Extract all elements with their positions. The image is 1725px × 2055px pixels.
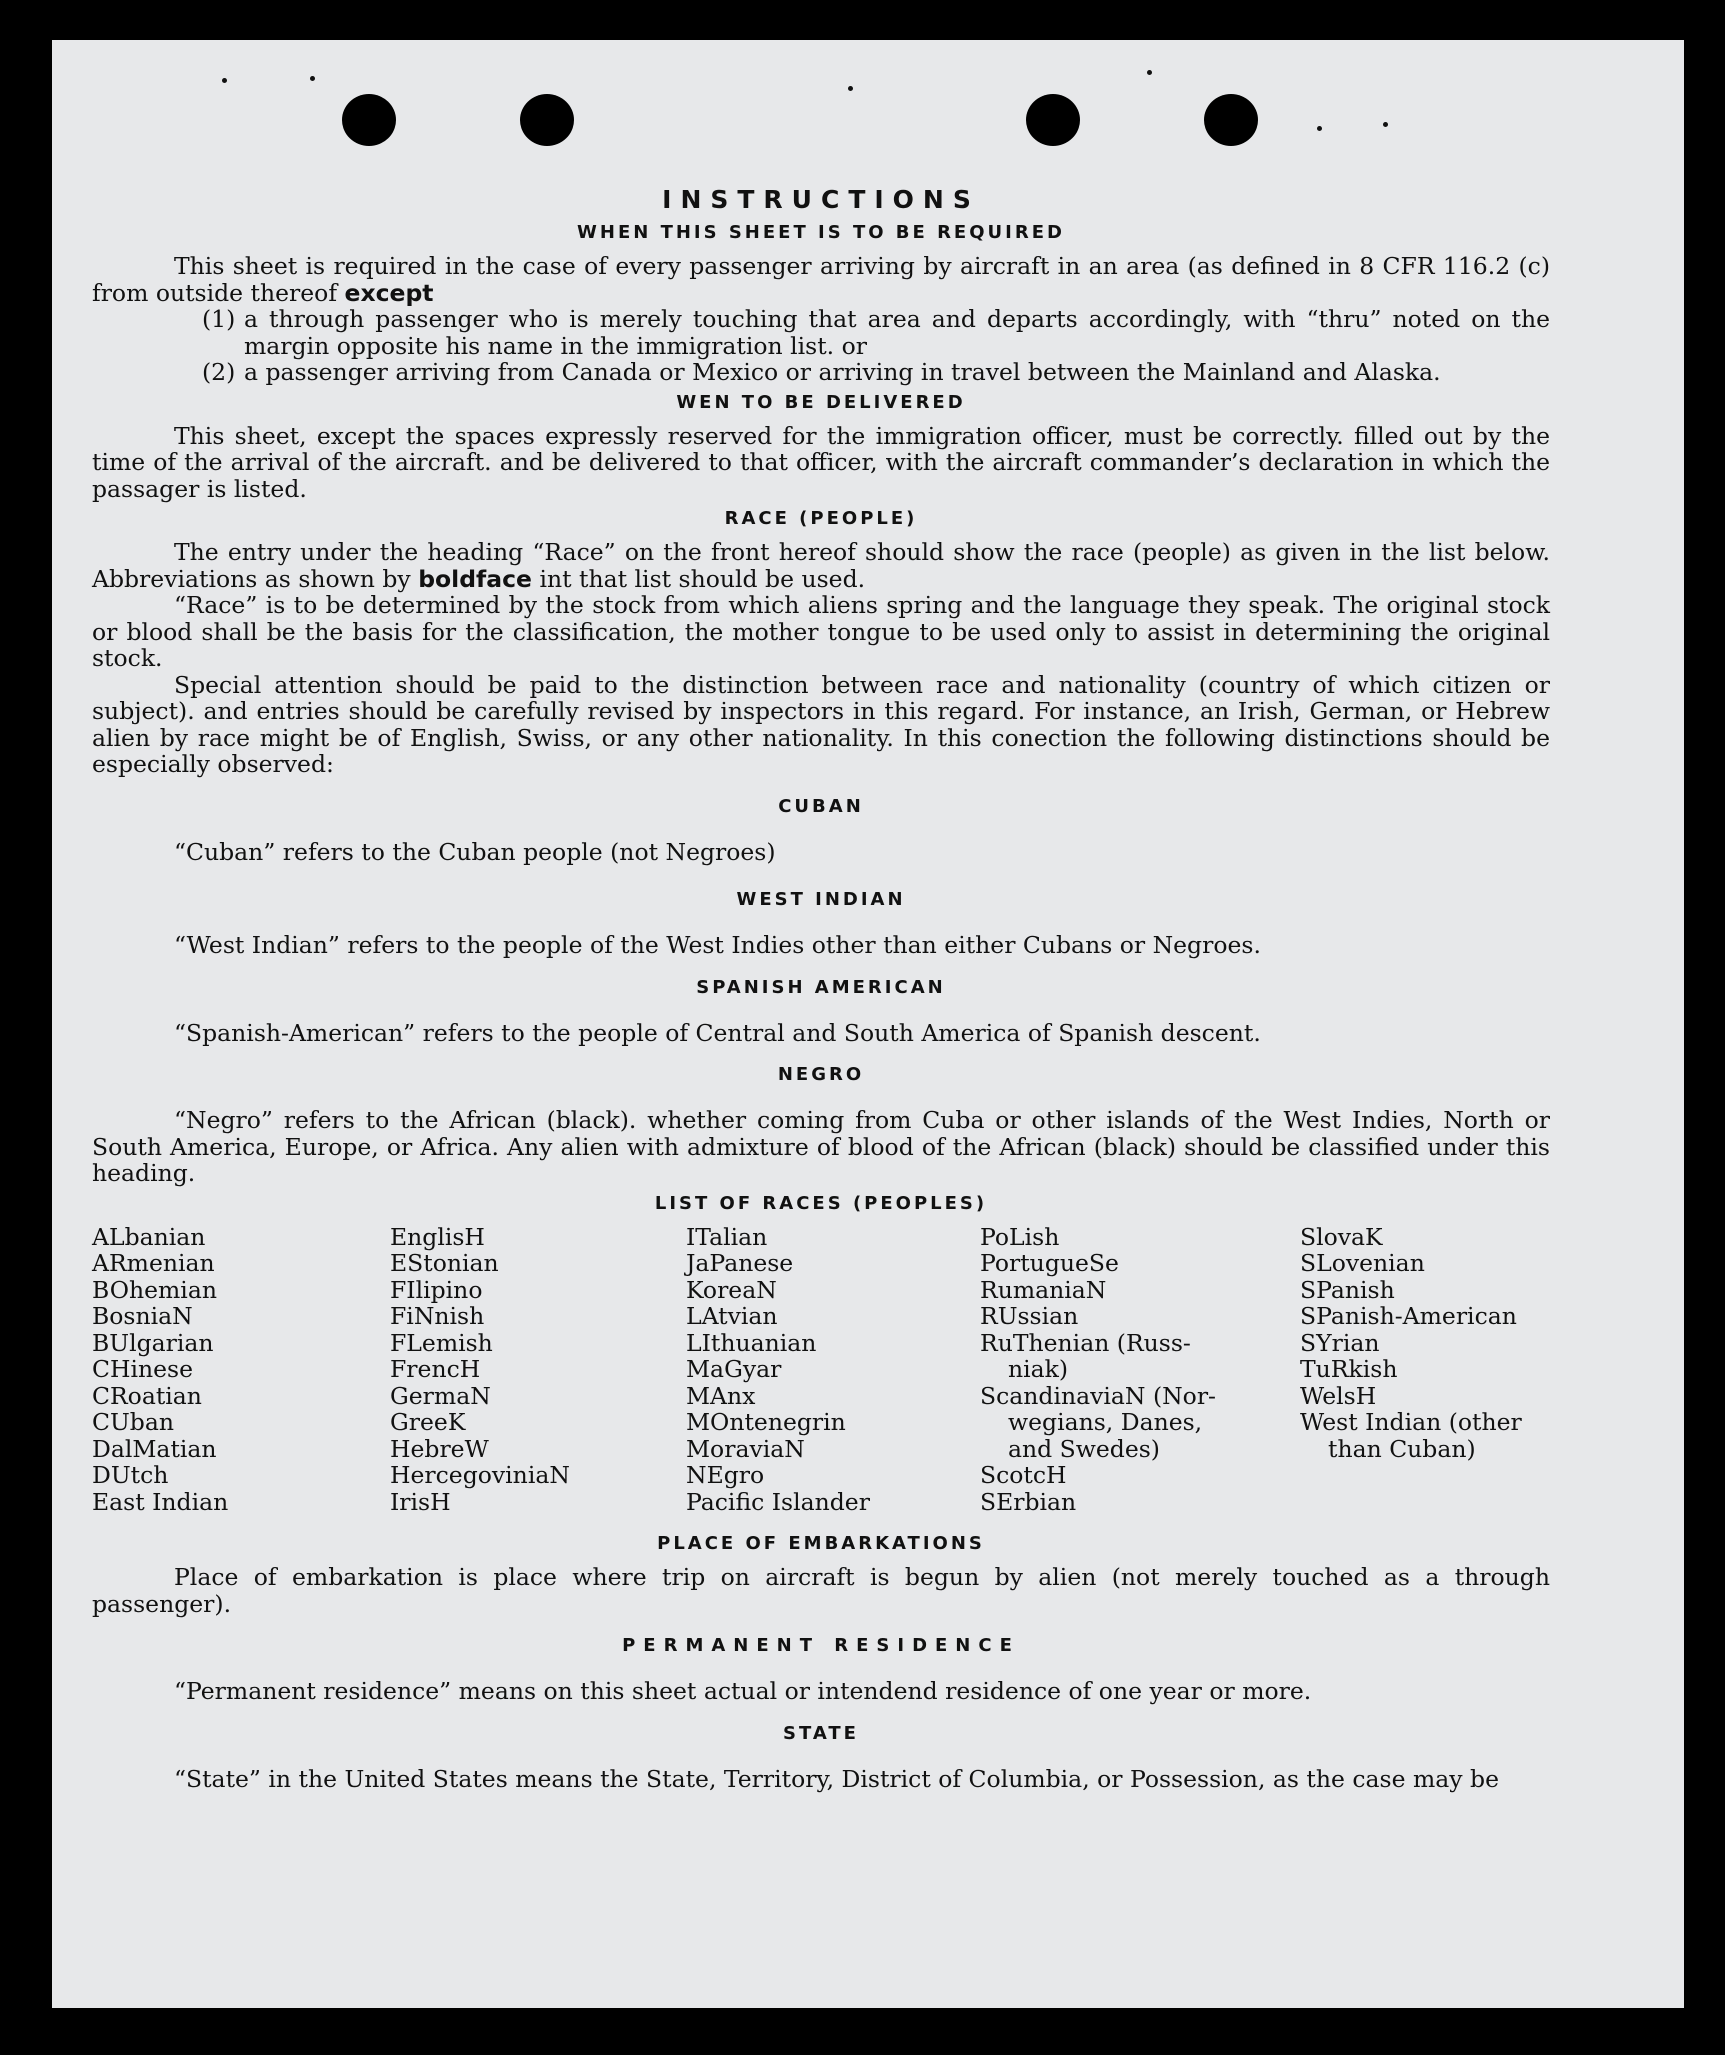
item-number: (2) bbox=[202, 358, 236, 386]
instructions-content bbox=[92, 185, 1550, 1792]
races-column bbox=[686, 1224, 980, 1516]
item-text: a passenger arriving from Canada or Mexico or arriving in travel between the Mainland and Alaska. bbox=[244, 358, 1441, 386]
race-entry: IrisH bbox=[390, 1487, 451, 1516]
race-entry: MOntenegrin bbox=[686, 1408, 846, 1436]
speck bbox=[1383, 122, 1388, 127]
race-entry: HercegoviniaN bbox=[390, 1461, 570, 1489]
exception-item bbox=[92, 306, 1550, 359]
punch-hole bbox=[1026, 94, 1080, 146]
race-entry: East Indian bbox=[92, 1487, 229, 1516]
boldface-word: boldface bbox=[418, 564, 532, 593]
spanish-american-paragraph: “Spanish-American” refers to the people of Central and South America of Spanish descent. bbox=[174, 1018, 1261, 1047]
punch-hole bbox=[1204, 94, 1258, 146]
residence-paragraph: “Permanent residence” means on this sheet actual or intendend residence of one year or more. bbox=[174, 1677, 1312, 1705]
race-entry: JaPanese bbox=[686, 1249, 794, 1277]
race-entry: ScandinaviaN (Nor- bbox=[980, 1381, 1216, 1410]
speck bbox=[222, 78, 227, 83]
race-entry: ALbanian bbox=[92, 1222, 206, 1251]
race-entry-continued: wegians, Danes, bbox=[1008, 1408, 1203, 1436]
race-entry: BUlgarian bbox=[92, 1328, 214, 1357]
race-entry: SlovaK bbox=[1300, 1222, 1383, 1251]
exception-item bbox=[92, 359, 1550, 386]
race-entry: LAtvian bbox=[686, 1302, 778, 1330]
race-entry: CUban bbox=[92, 1408, 174, 1436]
races-column bbox=[1300, 1224, 1550, 1516]
race-paragraph-1 bbox=[92, 539, 1550, 592]
race-entry: HebreW bbox=[390, 1434, 489, 1463]
races-column bbox=[390, 1224, 686, 1516]
race-entry: MaGyar bbox=[686, 1355, 782, 1383]
race-entry: BOhemian bbox=[92, 1275, 217, 1304]
race-paragraph-3: Special attention should be paid to the distinction between race and nationality (country of which citizen or subject). and entries should be carefully revised by inspectors in this regard. For instance, an Irish, German, or Hebrew alien by race might be of English, Swiss, or any other nationality. In this conection the following distinctions should be especially observed: bbox=[92, 670, 1550, 778]
race-entry: FLemish bbox=[390, 1328, 493, 1357]
state-paragraph: “State” in the United States means the State, Territory, District of Columbia, or Possession, as the case may be bbox=[174, 1764, 1499, 1793]
race-entry: LIthuanian bbox=[686, 1328, 817, 1357]
delivered-paragraph: This sheet, except the spaces expressly reserved for the immigration officer, must be correctly. filled out by the time of the arrival of the aircraft. and be delivered to that officer, with the aircraft commander’s declaration in which the passager is listed. bbox=[92, 421, 1550, 503]
race-entry: ARmenian bbox=[92, 1249, 215, 1277]
race-entry: GreeK bbox=[390, 1408, 466, 1436]
punch-hole bbox=[520, 94, 574, 146]
race-entry: ScotcH bbox=[980, 1461, 1067, 1489]
race-entry: SPanish-American bbox=[1300, 1302, 1517, 1330]
race-entry: FIlipino bbox=[390, 1275, 483, 1304]
negro-paragraph: “Negro” refers to the African (black). whether coming from Cuba or other islands of the West Indies, North or South America, Europe, or Africa. Any alien with admixture of blood of the African (black) should be classified under this heading. bbox=[92, 1106, 1550, 1187]
required-text: This sheet is required in the case of every passenger arriving by aircraft in an area (as defined in 8 CFR 116.2 (c) from outside thereof bbox=[92, 252, 1550, 307]
item-text: a through passenger who is merely touching that area and departs accordingly, with “thru” noted on the margin opposite his name in the immigration list. or bbox=[244, 305, 1550, 360]
race-entry: SErbian bbox=[980, 1487, 1077, 1516]
section-heading-negro: NEGRO bbox=[777, 1064, 865, 1085]
section-heading-embarkation: PLACE OF EMBARKATIONS bbox=[657, 1533, 985, 1554]
embarkation-paragraph: Place of embarkation is place where trip on aircraft is begun by alien (not merely touched as a through passenger). bbox=[92, 1563, 1550, 1618]
speck bbox=[848, 86, 853, 91]
section-heading-spanish-american: SPANISH AMERICAN bbox=[696, 976, 946, 998]
speck bbox=[1147, 70, 1152, 75]
race-entry: GermaN bbox=[390, 1381, 491, 1410]
punch-hole bbox=[342, 94, 396, 146]
document-page bbox=[52, 40, 1684, 2008]
race-entry: WelsH bbox=[1300, 1381, 1377, 1410]
section-heading-west-indian: WEST INDIAN bbox=[736, 889, 906, 910]
race-entry: Pacific Islander bbox=[686, 1487, 870, 1516]
section-heading-cuban: CUBAN bbox=[778, 795, 864, 817]
race-entry: PoLish bbox=[980, 1222, 1060, 1251]
race-entry: CHinese bbox=[92, 1355, 193, 1383]
race-entry-continued: than Cuban) bbox=[1328, 1434, 1476, 1463]
race-entry: ITalian bbox=[686, 1222, 768, 1251]
race-entry: TuRkish bbox=[1300, 1355, 1398, 1383]
races-column bbox=[92, 1224, 390, 1516]
race-text-a: The entry under the heading “Race” on the front hereof should show the race (people) as given in the list below. Abbreviations as shown by bbox=[92, 538, 1550, 593]
race-entry: SYrian bbox=[1300, 1328, 1380, 1357]
race-entry: DalMatian bbox=[92, 1434, 217, 1463]
race-entry: RUssian bbox=[980, 1302, 1079, 1330]
race-entry: MAnx bbox=[686, 1381, 756, 1410]
race-entry: West Indian (other bbox=[1300, 1408, 1522, 1436]
item-number: (1) bbox=[202, 305, 236, 333]
required-paragraph bbox=[92, 253, 1550, 306]
race-entry: SLovenian bbox=[1300, 1249, 1425, 1277]
race-entry: MoraviaN bbox=[686, 1434, 805, 1463]
race-entry: EnglisH bbox=[390, 1222, 485, 1251]
race-paragraph-2: “Race” is to be determined by the stock from which aliens spring and the language they speak. The original stock or blood shall be the basis for the classification, the mother tongue to be used only to assist in determining the original stock. bbox=[92, 591, 1550, 672]
race-entry: KoreaN bbox=[686, 1275, 777, 1304]
race-entry: FiNnish bbox=[390, 1302, 485, 1330]
race-text-b: int that list should be used. bbox=[539, 564, 866, 593]
section-heading-race: RACE (PEOPLE) bbox=[724, 508, 918, 529]
section-heading-residence: PERMANENT RESIDENCE bbox=[622, 1635, 1020, 1656]
race-entry: RuThenian (Russ- bbox=[980, 1328, 1191, 1357]
section-heading-delivered: WEN TO BE DELIVERED bbox=[676, 391, 966, 413]
section-heading-list: LIST OF RACES (PEOPLES) bbox=[654, 1192, 988, 1214]
race-entry: DUtch bbox=[92, 1461, 169, 1489]
races-list bbox=[92, 1224, 1550, 1516]
race-entry: RumaniaN bbox=[980, 1275, 1107, 1304]
speck bbox=[1317, 126, 1322, 131]
west-indian-paragraph: “West Indian” refers to the people of the West Indies other than either Cubans or Negroes. bbox=[174, 931, 1261, 959]
race-entry: EStonian bbox=[390, 1249, 499, 1277]
section-heading-state: STATE bbox=[783, 1722, 859, 1744]
races-column bbox=[980, 1224, 1300, 1516]
race-entry: BosniaN bbox=[92, 1302, 193, 1330]
race-entry: PortugueSe bbox=[980, 1249, 1119, 1277]
cuban-paragraph: “Cuban” refers to the Cuban people (not Negroes) bbox=[174, 837, 776, 866]
page-title: INSTRUCTIONS bbox=[662, 185, 980, 214]
race-entry: CRoatian bbox=[92, 1381, 202, 1410]
except-word: except bbox=[344, 278, 434, 307]
race-entry-continued: and Swedes) bbox=[1008, 1434, 1160, 1463]
race-entry-continued: niak) bbox=[1008, 1355, 1069, 1383]
section-heading-required: WHEN THIS SHEET IS TO BE REQUIRED bbox=[577, 222, 1065, 243]
race-entry: SPanish bbox=[1300, 1275, 1395, 1304]
race-entry: FrencH bbox=[390, 1355, 481, 1383]
race-entry: NEgro bbox=[686, 1461, 765, 1489]
speck bbox=[310, 76, 315, 81]
